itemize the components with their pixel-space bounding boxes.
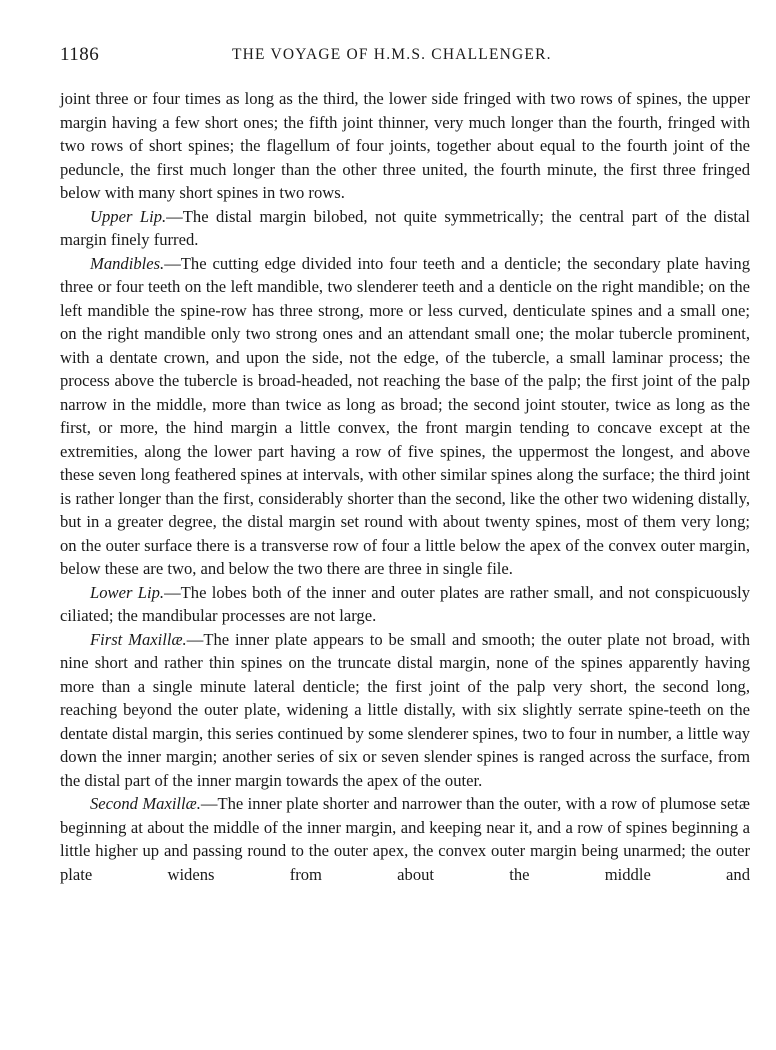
body-text: [60, 87, 750, 886]
paragraph-text: —The cutting edge divided into four teeth and a denticle; the secondary plate having three or four teeth on the left mandible, two slenderer teeth and a denticle on the right mandible; on the left mandible the spine-row has three strong, more or less curved, denticulate spines and a small one; on the right mandible only two strong ones and an attendant small one; the molar tubercle prominent, with a dentate crown, and upon the side, not the edge, of the tubercle, a small laminar process; the process above the tubercle is broad-headed, not reaching the base of the palp; the first joint of the palp narrow in the middle, more than twice as long as broad; the second joint stouter, twice as long as the first, or more, the hind margin a little convex, the front margin tending to concave except at the extremities, along the lower part having a row of five spines, the uppermost the longest, and above these seven long feathered spines at intervals, with other similar spines along the surface; the third joint is rather longer than the first, considerably shorter than the second, like the other two widening distally, but in a greater degree, the distal margin set round with about twenty spines, most of them very long; on the outer surface there is a transverse row of four a little below the apex of the convex outer margin, below these are two, and below the two there are three in single file.: [60, 253, 750, 578]
paragraph-text: —The inner plate appears to be small and smooth; the outer plate not broad, with nine short and rather thin spines on the truncate distal margin, none of the spines apparently having more than a single minute lateral denticle; the first joint of the palp very short, the second long, reaching beyond the outer plate, widening a little distally, with six slightly serrate spine-teeth on the dentate distal margin, this series continued by some slenderer spines, two to four in number, a little way down the inner margin; another series of six or seven slender spines is ranged across the surface, from the distal part of the inner margin towards the apex of the outer.: [60, 629, 750, 790]
paragraph-upper-lip: [60, 205, 750, 252]
section-heading-lower-lip: Lower Lip.: [90, 582, 165, 602]
paragraph-antenna-continuation: [60, 87, 750, 205]
paragraph-second-maxillae: [60, 792, 750, 886]
section-heading-first-maxillae: First Maxillæ.: [90, 629, 187, 649]
page-number: 1186: [60, 44, 100, 65]
paragraph-lower-lip: [60, 581, 750, 628]
section-heading-mandibles: Mandibles.: [90, 253, 165, 273]
paragraph-text: —The lobes both of the inner and outer plates are rather small, and not conspicuously ciliated; the mandibular processes are not large.: [60, 582, 750, 625]
running-head: [60, 44, 750, 68]
running-title: THE VOYAGE OF H.M.S. CHALLENGER.: [232, 46, 552, 63]
paragraph-text: joint three or four times as long as the third, the lower side fringed with two rows of spines, the upper margin having a few short ones; the fifth joint thinner, very much longer than the fourth, fringed with two rows of short spines; the flagellum of four joints, together about equal to the fourth joint of the peduncle, the first much longer than the other three united, the fourth minute, the first three fringed below with many short spines in two rows.: [60, 89, 750, 202]
paragraph-text: —The distal margin bilobed, not quite symmetrically; the central part of the distal margin finely furred.: [60, 206, 750, 249]
paragraph-mandibles: [60, 252, 750, 581]
paragraph-text: —The inner plate shorter and narrower than the outer, with a row of plumose setæ beginning at about the middle of the inner margin, and keeping near it, and a row of spines beginning a little higher up and passing round to the outer apex, the convex outer margin being unarmed; the outer plate widens from about the middle and: [60, 794, 750, 884]
section-heading-upper-lip: Upper Lip.: [90, 206, 167, 226]
paragraph-first-maxillae: [60, 628, 750, 793]
section-heading-second-maxillae: Second Maxillæ.: [90, 794, 201, 813]
